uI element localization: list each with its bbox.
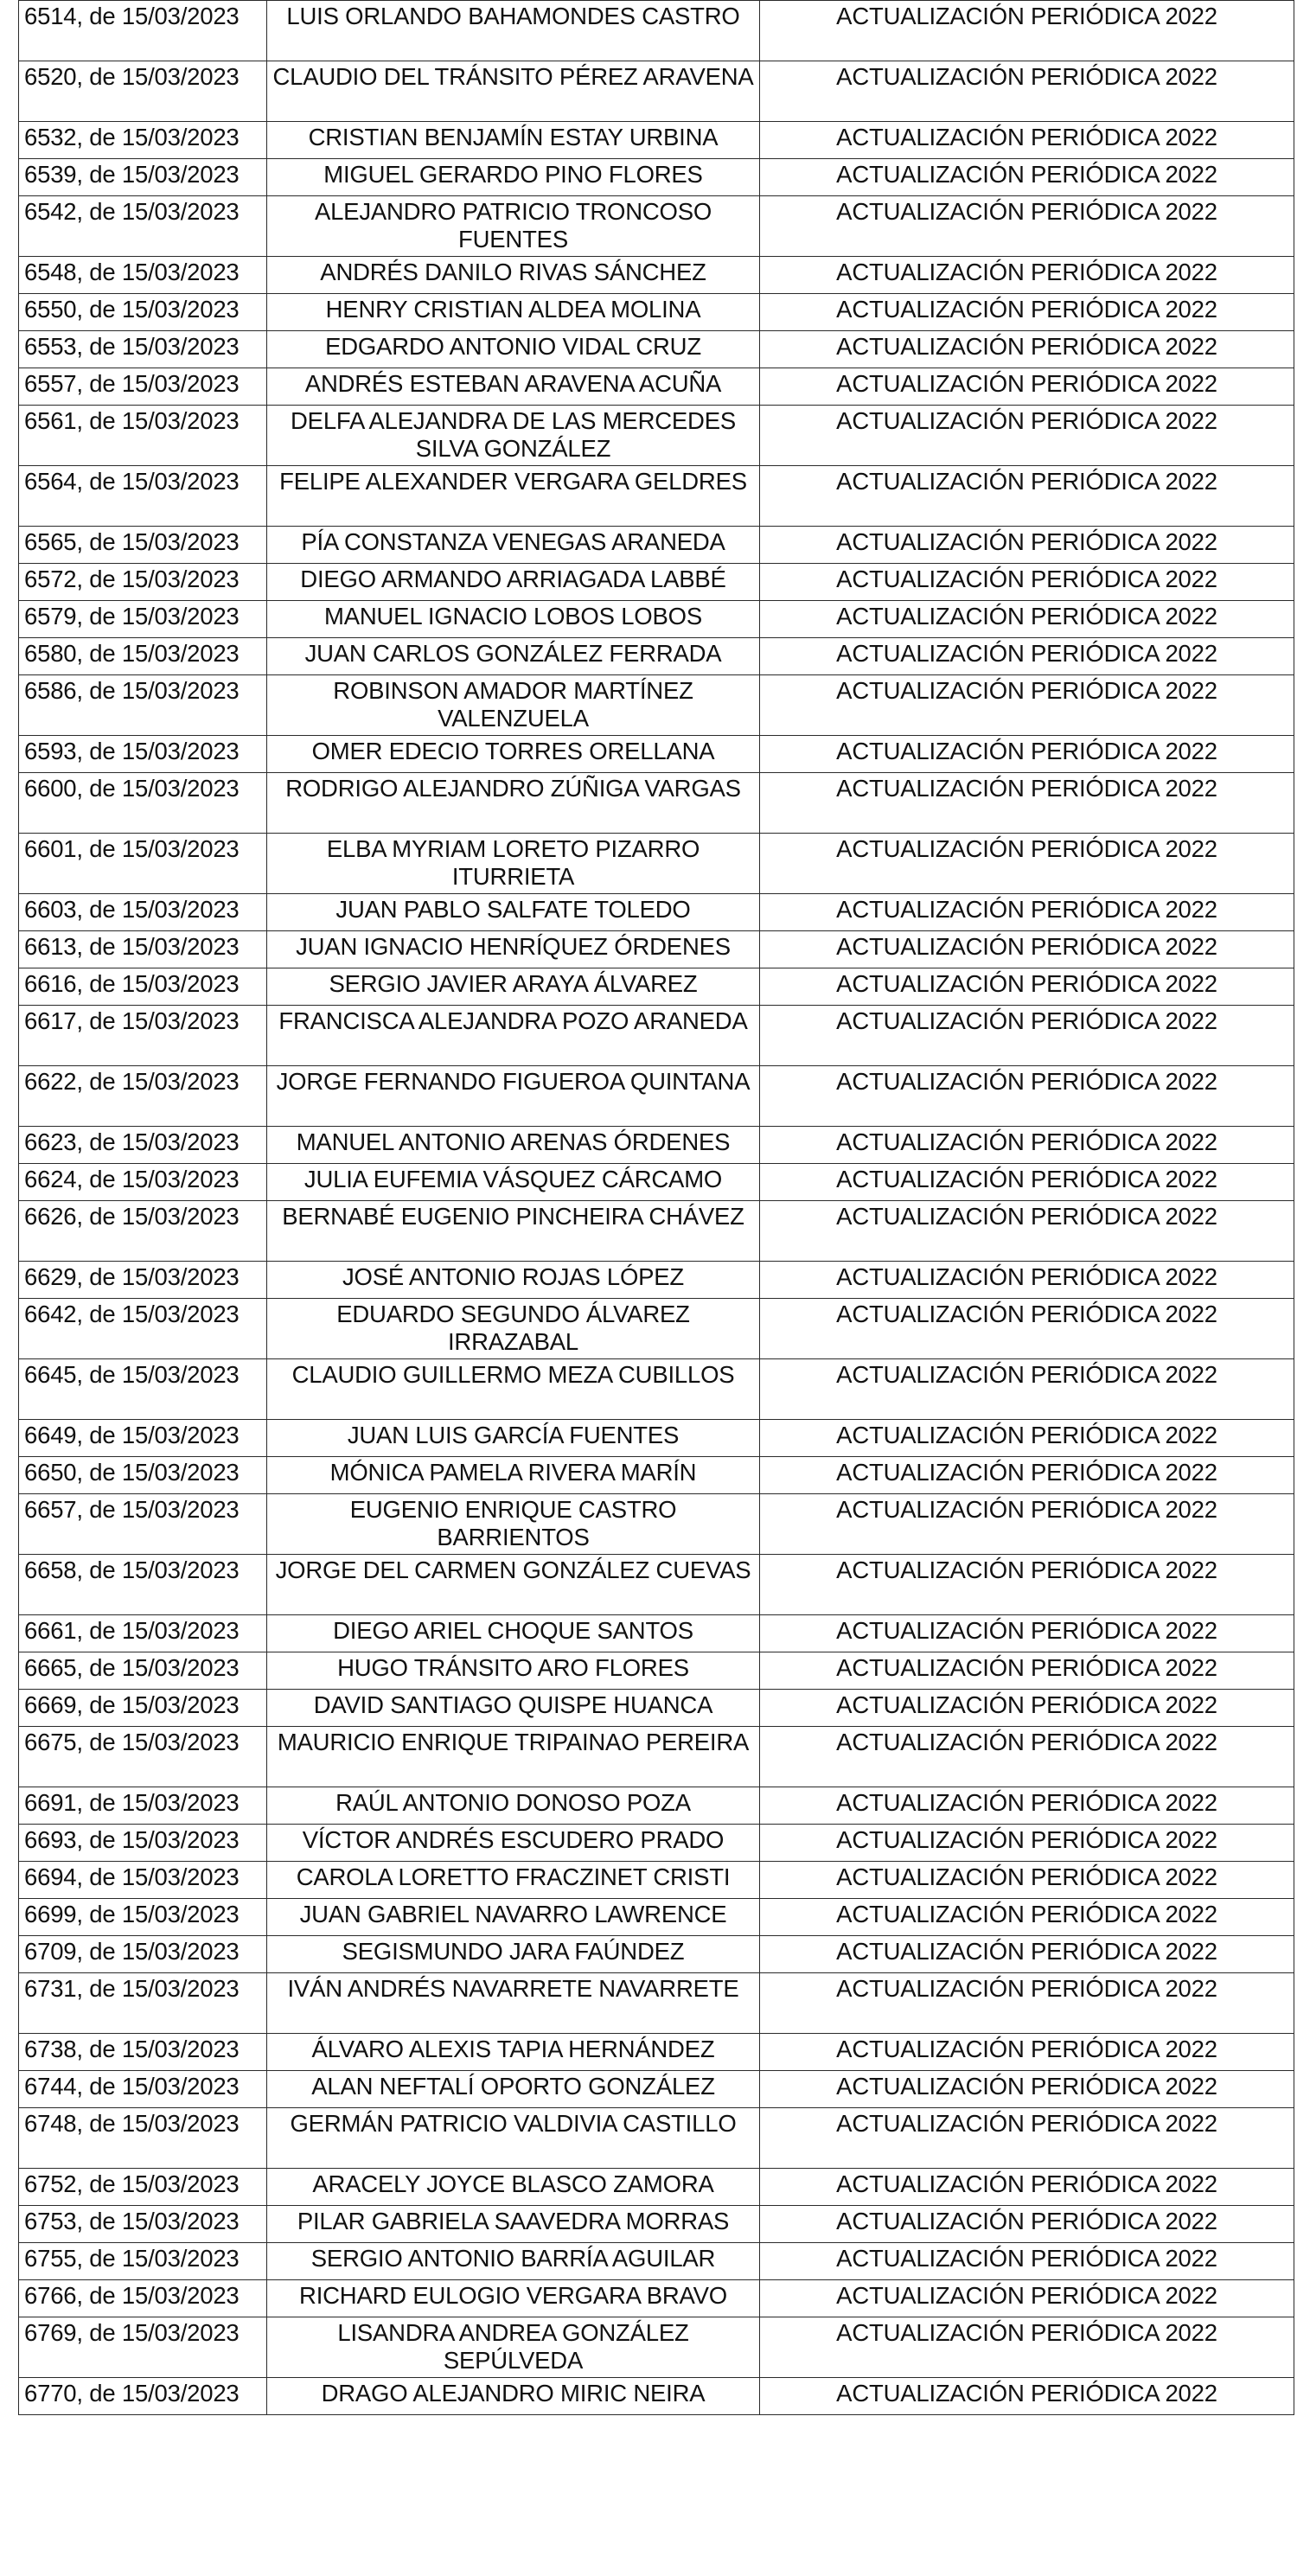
- name-cell: CAROLA LORETTO FRACZINET CRISTI: [267, 1862, 760, 1899]
- reason-cell: ACTUALIZACIÓN PERIÓDICA 2022: [760, 1201, 1294, 1262]
- reason-cell: ACTUALIZACIÓN PERIÓDICA 2022: [760, 122, 1294, 159]
- resolution-cell: 6657, de 15/03/2023: [19, 1494, 267, 1555]
- name-cell: IVÁN ANDRÉS NAVARRETE NAVARRETE: [267, 1973, 760, 2034]
- resolution-cell: 6520, de 15/03/2023: [19, 61, 267, 122]
- resolution-cell: 6539, de 15/03/2023: [19, 159, 267, 196]
- table-row: [19, 2108, 1294, 2169]
- reason-cell: ACTUALIZACIÓN PERIÓDICA 2022: [760, 1899, 1294, 1936]
- resolution-cell: 6770, de 15/03/2023: [19, 2378, 267, 2415]
- resolution-cell: 6557, de 15/03/2023: [19, 368, 267, 406]
- table-row: [19, 331, 1294, 368]
- table-row: [19, 1825, 1294, 1862]
- table-row: [19, 1973, 1294, 2034]
- reason-cell: ACTUALIZACIÓN PERIÓDICA 2022: [760, 466, 1294, 527]
- resolution-cell: 6665, de 15/03/2023: [19, 1652, 267, 1690]
- resolution-cell: 6550, de 15/03/2023: [19, 294, 267, 331]
- table-row: [19, 61, 1294, 122]
- table-row: [19, 257, 1294, 294]
- name-cell: ALEJANDRO PATRICIO TRONCOSO FUENTES: [267, 196, 760, 257]
- resolution-cell: 6542, de 15/03/2023: [19, 196, 267, 257]
- name-cell: DRAGO ALEJANDRO MIRIC NEIRA: [267, 2378, 760, 2415]
- table-row: [19, 196, 1294, 257]
- reason-cell: ACTUALIZACIÓN PERIÓDICA 2022: [760, 1420, 1294, 1457]
- name-cell: LUIS ORLANDO BAHAMONDES CASTRO: [267, 1, 760, 61]
- resolution-cell: 6748, de 15/03/2023: [19, 2108, 267, 2169]
- name-cell: JULIA EUFEMIA VÁSQUEZ CÁRCAMO: [267, 1164, 760, 1201]
- reason-cell: ACTUALIZACIÓN PERIÓDICA 2022: [760, 1825, 1294, 1862]
- name-cell: HUGO TRÁNSITO ARO FLORES: [267, 1652, 760, 1690]
- table-row: [19, 1494, 1294, 1555]
- reason-cell: ACTUALIZACIÓN PERIÓDICA 2022: [760, 1727, 1294, 1787]
- resolution-cell: 6694, de 15/03/2023: [19, 1862, 267, 1899]
- reason-cell: ACTUALIZACIÓN PERIÓDICA 2022: [760, 1494, 1294, 1555]
- resolution-cell: 6593, de 15/03/2023: [19, 736, 267, 773]
- table-row: [19, 466, 1294, 527]
- reason-cell: ACTUALIZACIÓN PERIÓDICA 2022: [760, 1, 1294, 61]
- table-row: [19, 159, 1294, 196]
- table-row: [19, 2378, 1294, 2415]
- reason-cell: ACTUALIZACIÓN PERIÓDICA 2022: [760, 1615, 1294, 1652]
- table-row: [19, 1690, 1294, 1727]
- table-row: [19, 2169, 1294, 2206]
- reason-cell: ACTUALIZACIÓN PERIÓDICA 2022: [760, 61, 1294, 122]
- name-cell: SERGIO ANTONIO BARRÍA AGUILAR: [267, 2243, 760, 2280]
- resolution-cell: 6572, de 15/03/2023: [19, 564, 267, 601]
- name-cell: EDGARDO ANTONIO VIDAL CRUZ: [267, 331, 760, 368]
- reason-cell: ACTUALIZACIÓN PERIÓDICA 2022: [760, 675, 1294, 736]
- reason-cell: ACTUALIZACIÓN PERIÓDICA 2022: [760, 2108, 1294, 2169]
- reason-cell: ACTUALIZACIÓN PERIÓDICA 2022: [760, 931, 1294, 968]
- reason-cell: ACTUALIZACIÓN PERIÓDICA 2022: [760, 2169, 1294, 2206]
- reason-cell: ACTUALIZACIÓN PERIÓDICA 2022: [760, 1555, 1294, 1615]
- table-row: [19, 675, 1294, 736]
- reason-cell: ACTUALIZACIÓN PERIÓDICA 2022: [760, 2280, 1294, 2317]
- resolution-cell: 6709, de 15/03/2023: [19, 1936, 267, 1973]
- resolution-cell: 6626, de 15/03/2023: [19, 1201, 267, 1262]
- name-cell: JUAN CARLOS GONZÁLEZ FERRADA: [267, 638, 760, 675]
- table-row: [19, 2034, 1294, 2071]
- name-cell: HENRY CRISTIAN ALDEA MOLINA: [267, 294, 760, 331]
- name-cell: MÓNICA PAMELA RIVERA MARÍN: [267, 1457, 760, 1494]
- name-cell: JUAN PABLO SALFATE TOLEDO: [267, 894, 760, 931]
- name-cell: SEGISMUNDO JARA FAÚNDEZ: [267, 1936, 760, 1973]
- resolution-cell: 6755, de 15/03/2023: [19, 2243, 267, 2280]
- name-cell: VÍCTOR ANDRÉS ESCUDERO PRADO: [267, 1825, 760, 1862]
- name-cell: JUAN LUIS GARCÍA FUENTES: [267, 1420, 760, 1457]
- reason-cell: ACTUALIZACIÓN PERIÓDICA 2022: [760, 1690, 1294, 1727]
- table-row: [19, 1457, 1294, 1494]
- table-row: [19, 834, 1294, 894]
- resolution-cell: 6699, de 15/03/2023: [19, 1899, 267, 1936]
- resolution-cell: 6623, de 15/03/2023: [19, 1127, 267, 1164]
- name-cell: RODRIGO ALEJANDRO ZÚÑIGA VARGAS: [267, 773, 760, 834]
- resolution-cell: 6675, de 15/03/2023: [19, 1727, 267, 1787]
- reason-cell: ACTUALIZACIÓN PERIÓDICA 2022: [760, 196, 1294, 257]
- reason-cell: ACTUALIZACIÓN PERIÓDICA 2022: [760, 736, 1294, 773]
- table-row: [19, 1787, 1294, 1825]
- name-cell: ARACELY JOYCE BLASCO ZAMORA: [267, 2169, 760, 2206]
- reason-cell: ACTUALIZACIÓN PERIÓDICA 2022: [760, 2071, 1294, 2108]
- resolution-cell: 6601, de 15/03/2023: [19, 834, 267, 894]
- resolution-cell: 6603, de 15/03/2023: [19, 894, 267, 931]
- resolution-cell: 6693, de 15/03/2023: [19, 1825, 267, 1862]
- reason-cell: ACTUALIZACIÓN PERIÓDICA 2022: [760, 1066, 1294, 1127]
- resolution-cell: 6752, de 15/03/2023: [19, 2169, 267, 2206]
- name-cell: SERGIO JAVIER ARAYA ÁLVAREZ: [267, 968, 760, 1006]
- table-row: [19, 2280, 1294, 2317]
- table-row: [19, 1262, 1294, 1299]
- reason-cell: ACTUALIZACIÓN PERIÓDICA 2022: [760, 1936, 1294, 1973]
- table-row: [19, 294, 1294, 331]
- resolution-cell: 6624, de 15/03/2023: [19, 1164, 267, 1201]
- resolution-cell: 6580, de 15/03/2023: [19, 638, 267, 675]
- name-cell: FRANCISCA ALEJANDRA POZO ARANEDA: [267, 1006, 760, 1066]
- resolution-cell: 6600, de 15/03/2023: [19, 773, 267, 834]
- name-cell: DAVID SANTIAGO QUISPE HUANCA: [267, 1690, 760, 1727]
- table-row: [19, 1420, 1294, 1457]
- resolution-cell: 6649, de 15/03/2023: [19, 1420, 267, 1457]
- reason-cell: ACTUALIZACIÓN PERIÓDICA 2022: [760, 1787, 1294, 1825]
- resolutions-table: [18, 0, 1294, 2415]
- reason-cell: ACTUALIZACIÓN PERIÓDICA 2022: [760, 1299, 1294, 1359]
- resolution-cell: 6548, de 15/03/2023: [19, 257, 267, 294]
- table-row: [19, 1201, 1294, 1262]
- reason-cell: ACTUALIZACIÓN PERIÓDICA 2022: [760, 564, 1294, 601]
- reason-cell: ACTUALIZACIÓN PERIÓDICA 2022: [760, 1164, 1294, 1201]
- table-row: [19, 1727, 1294, 1787]
- name-cell: DIEGO ARMANDO ARRIAGADA LABBÉ: [267, 564, 760, 601]
- name-cell: ANDRÉS DANILO RIVAS SÁNCHEZ: [267, 257, 760, 294]
- reason-cell: ACTUALIZACIÓN PERIÓDICA 2022: [760, 1652, 1294, 1690]
- name-cell: MIGUEL GERARDO PINO FLORES: [267, 159, 760, 196]
- table-row: [19, 406, 1294, 466]
- name-cell: DIEGO ARIEL CHOQUE SANTOS: [267, 1615, 760, 1652]
- reason-cell: ACTUALIZACIÓN PERIÓDICA 2022: [760, 834, 1294, 894]
- resolution-cell: 6617, de 15/03/2023: [19, 1006, 267, 1066]
- reason-cell: ACTUALIZACIÓN PERIÓDICA 2022: [760, 2206, 1294, 2243]
- table-row: [19, 2243, 1294, 2280]
- reason-cell: ACTUALIZACIÓN PERIÓDICA 2022: [760, 2034, 1294, 2071]
- table-row: [19, 1299, 1294, 1359]
- name-cell: MANUEL IGNACIO LOBOS LOBOS: [267, 601, 760, 638]
- reason-cell: ACTUALIZACIÓN PERIÓDICA 2022: [760, 773, 1294, 834]
- resolution-cell: 6669, de 15/03/2023: [19, 1690, 267, 1727]
- name-cell: ANDRÉS ESTEBAN ARAVENA ACUÑA: [267, 368, 760, 406]
- table-row: [19, 2317, 1294, 2378]
- resolution-cell: 6586, de 15/03/2023: [19, 675, 267, 736]
- table-row: [19, 638, 1294, 675]
- table-row: [19, 1899, 1294, 1936]
- reason-cell: ACTUALIZACIÓN PERIÓDICA 2022: [760, 406, 1294, 466]
- name-cell: DELFA ALEJANDRA DE LAS MERCEDES SILVA GONZÁLEZ: [267, 406, 760, 466]
- resolution-cell: 6532, de 15/03/2023: [19, 122, 267, 159]
- resolution-cell: 6514, de 15/03/2023: [19, 1, 267, 61]
- resolution-cell: 6613, de 15/03/2023: [19, 931, 267, 968]
- reason-cell: ACTUALIZACIÓN PERIÓDICA 2022: [760, 2378, 1294, 2415]
- reason-cell: ACTUALIZACIÓN PERIÓDICA 2022: [760, 331, 1294, 368]
- resolution-cell: 6769, de 15/03/2023: [19, 2317, 267, 2378]
- resolution-cell: 6565, de 15/03/2023: [19, 527, 267, 564]
- table-row: [19, 527, 1294, 564]
- resolution-cell: 6691, de 15/03/2023: [19, 1787, 267, 1825]
- table-row: [19, 1164, 1294, 1201]
- name-cell: JORGE DEL CARMEN GONZÁLEZ CUEVAS: [267, 1555, 760, 1615]
- name-cell: JORGE FERNANDO FIGUEROA QUINTANA: [267, 1066, 760, 1127]
- name-cell: EUGENIO ENRIQUE CASTRO BARRIENTOS: [267, 1494, 760, 1555]
- name-cell: ÁLVARO ALEXIS TAPIA HERNÁNDEZ: [267, 2034, 760, 2071]
- reason-cell: ACTUALIZACIÓN PERIÓDICA 2022: [760, 294, 1294, 331]
- resolution-cell: 6645, de 15/03/2023: [19, 1359, 267, 1420]
- resolution-cell: 6622, de 15/03/2023: [19, 1066, 267, 1127]
- name-cell: CLAUDIO GUILLERMO MEZA CUBILLOS: [267, 1359, 760, 1420]
- table-row: [19, 1, 1294, 61]
- resolution-cell: 6753, de 15/03/2023: [19, 2206, 267, 2243]
- table-row: [19, 601, 1294, 638]
- reason-cell: ACTUALIZACIÓN PERIÓDICA 2022: [760, 527, 1294, 564]
- name-cell: MANUEL ANTONIO ARENAS ÓRDENES: [267, 1127, 760, 1164]
- resolution-cell: 6561, de 15/03/2023: [19, 406, 267, 466]
- reason-cell: ACTUALIZACIÓN PERIÓDICA 2022: [760, 968, 1294, 1006]
- reason-cell: ACTUALIZACIÓN PERIÓDICA 2022: [760, 1127, 1294, 1164]
- reason-cell: ACTUALIZACIÓN PERIÓDICA 2022: [760, 2317, 1294, 2378]
- resolution-cell: 6744, de 15/03/2023: [19, 2071, 267, 2108]
- reason-cell: ACTUALIZACIÓN PERIÓDICA 2022: [760, 601, 1294, 638]
- resolution-cell: 6629, de 15/03/2023: [19, 1262, 267, 1299]
- name-cell: GERMÁN PATRICIO VALDIVIA CASTILLO: [267, 2108, 760, 2169]
- table-row: [19, 1359, 1294, 1420]
- table-row: [19, 1006, 1294, 1066]
- name-cell: JOSÉ ANTONIO ROJAS LÓPEZ: [267, 1262, 760, 1299]
- name-cell: CLAUDIO DEL TRÁNSITO PÉREZ ARAVENA: [267, 61, 760, 122]
- table-row: [19, 2206, 1294, 2243]
- resolution-cell: 6766, de 15/03/2023: [19, 2280, 267, 2317]
- table-row: [19, 1862, 1294, 1899]
- name-cell: JUAN GABRIEL NAVARRO LAWRENCE: [267, 1899, 760, 1936]
- resolution-cell: 6642, de 15/03/2023: [19, 1299, 267, 1359]
- name-cell: ALAN NEFTALÍ OPORTO GONZÁLEZ: [267, 2071, 760, 2108]
- name-cell: RAÚL ANTONIO DONOSO POZA: [267, 1787, 760, 1825]
- table-row: [19, 1652, 1294, 1690]
- table-row: [19, 1615, 1294, 1652]
- table-row: [19, 2071, 1294, 2108]
- reason-cell: ACTUALIZACIÓN PERIÓDICA 2022: [760, 1973, 1294, 2034]
- resolution-cell: 6579, de 15/03/2023: [19, 601, 267, 638]
- table-row: [19, 122, 1294, 159]
- name-cell: RICHARD EULOGIO VERGARA BRAVO: [267, 2280, 760, 2317]
- name-cell: ROBINSON AMADOR MARTÍNEZ VALENZUELA: [267, 675, 760, 736]
- reason-cell: ACTUALIZACIÓN PERIÓDICA 2022: [760, 1006, 1294, 1066]
- resolution-cell: 6616, de 15/03/2023: [19, 968, 267, 1006]
- table-row: [19, 931, 1294, 968]
- name-cell: PILAR GABRIELA SAAVEDRA MORRAS: [267, 2206, 760, 2243]
- reason-cell: ACTUALIZACIÓN PERIÓDICA 2022: [760, 638, 1294, 675]
- table-row: [19, 968, 1294, 1006]
- resolution-cell: 6661, de 15/03/2023: [19, 1615, 267, 1652]
- table-row: [19, 736, 1294, 773]
- name-cell: OMER EDECIO TORRES ORELLANA: [267, 736, 760, 773]
- table-row: [19, 1127, 1294, 1164]
- name-cell: JUAN IGNACIO HENRÍQUEZ ÓRDENES: [267, 931, 760, 968]
- resolution-cell: 6553, de 15/03/2023: [19, 331, 267, 368]
- name-cell: BERNABÉ EUGENIO PINCHEIRA CHÁVEZ: [267, 1201, 760, 1262]
- reason-cell: ACTUALIZACIÓN PERIÓDICA 2022: [760, 257, 1294, 294]
- resolution-cell: 6738, de 15/03/2023: [19, 2034, 267, 2071]
- name-cell: FELIPE ALEXANDER VERGARA GELDRES: [267, 466, 760, 527]
- table-row: [19, 1555, 1294, 1615]
- name-cell: CRISTIAN BENJAMÍN ESTAY URBINA: [267, 122, 760, 159]
- resolution-cell: 6564, de 15/03/2023: [19, 466, 267, 527]
- table-body: [19, 1, 1294, 2415]
- table-row: [19, 1936, 1294, 1973]
- reason-cell: ACTUALIZACIÓN PERIÓDICA 2022: [760, 1359, 1294, 1420]
- reason-cell: ACTUALIZACIÓN PERIÓDICA 2022: [760, 1862, 1294, 1899]
- name-cell: ELBA MYRIAM LORETO PIZARRO ITURRIETA: [267, 834, 760, 894]
- reason-cell: ACTUALIZACIÓN PERIÓDICA 2022: [760, 2243, 1294, 2280]
- name-cell: PÍA CONSTANZA VENEGAS ARANEDA: [267, 527, 760, 564]
- table-row: [19, 564, 1294, 601]
- reason-cell: ACTUALIZACIÓN PERIÓDICA 2022: [760, 1457, 1294, 1494]
- table-row: [19, 368, 1294, 406]
- table-row: [19, 894, 1294, 931]
- name-cell: EDUARDO SEGUNDO ÁLVAREZ IRRAZABAL: [267, 1299, 760, 1359]
- reason-cell: ACTUALIZACIÓN PERIÓDICA 2022: [760, 368, 1294, 406]
- resolution-cell: 6731, de 15/03/2023: [19, 1973, 267, 2034]
- table-row: [19, 1066, 1294, 1127]
- reason-cell: ACTUALIZACIÓN PERIÓDICA 2022: [760, 894, 1294, 931]
- name-cell: MAURICIO ENRIQUE TRIPAINAO PEREIRA: [267, 1727, 760, 1787]
- reason-cell: ACTUALIZACIÓN PERIÓDICA 2022: [760, 159, 1294, 196]
- table-row: [19, 773, 1294, 834]
- resolution-cell: 6650, de 15/03/2023: [19, 1457, 267, 1494]
- name-cell: LISANDRA ANDREA GONZÁLEZ SEPÚLVEDA: [267, 2317, 760, 2378]
- reason-cell: ACTUALIZACIÓN PERIÓDICA 2022: [760, 1262, 1294, 1299]
- resolution-cell: 6658, de 15/03/2023: [19, 1555, 267, 1615]
